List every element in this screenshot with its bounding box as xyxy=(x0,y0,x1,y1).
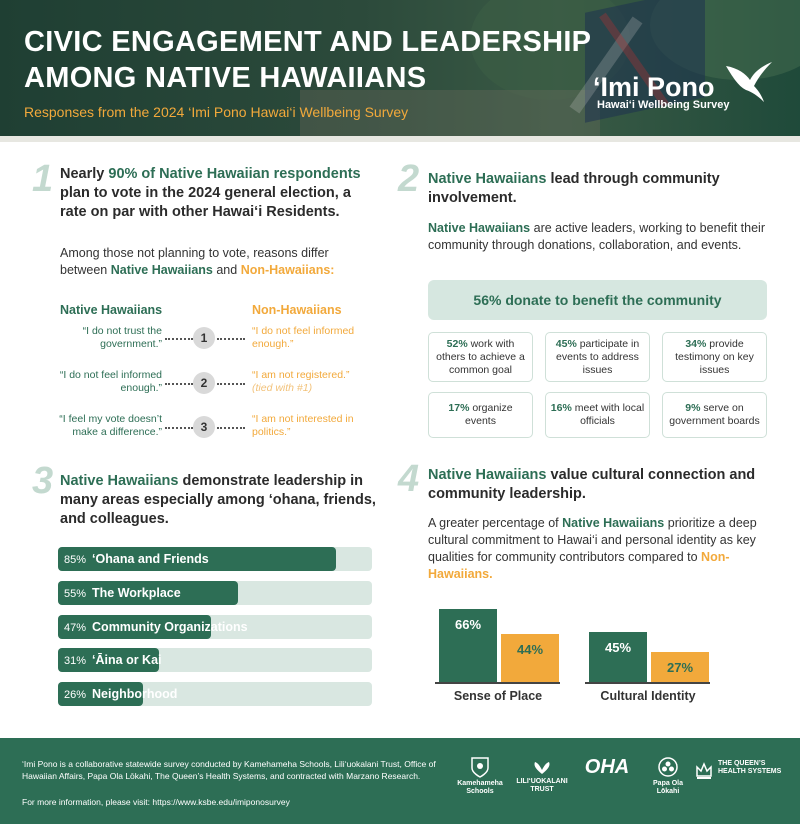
donate-banner: 56% donate to benefit the community xyxy=(428,280,767,320)
oha-logo: OHA xyxy=(584,756,630,778)
reason-non-hawaiian: “I am not interested in politics.” xyxy=(252,413,354,438)
stat-card: 9% serve on government boards xyxy=(662,392,767,438)
bird-logo-icon xyxy=(724,60,774,104)
column-header-native: Native Hawaiians xyxy=(60,303,163,317)
reason-native: “I feel my vote doesn’t make a difference.” xyxy=(59,413,162,438)
rank-badge: 2 xyxy=(193,372,215,394)
header-banner xyxy=(0,0,800,142)
section2-heading: Native Hawaiians lead through community involvement. xyxy=(428,171,720,206)
footer xyxy=(0,738,800,824)
footer-description: ‘Imi Pono is a collaborative statewide survey conducted by Kamehameha Schools, Lili‘uokalani Trust, Office of Hawaiian Affairs, Papa Ola Lōkahi, The Queen’s Health Systems, and contracted with Marzano Research. xyxy=(22,759,436,781)
section2-intro: Native Hawaiians are active leaders, working to benefit their community through donations, collaboration, and events. xyxy=(428,221,765,252)
section4-intro: A greater percentage of Native Hawaiians prioritize a deep cultural commitment to Hawai‘i and personal identity as key qualities for community contributors compared to Non-Hawaiians. xyxy=(428,516,757,581)
crown-icon xyxy=(694,760,714,782)
reason-non-hawaiian: “I do not feel informed enough.” xyxy=(252,325,355,350)
section1-intro: Among those not planning to vote, reasons differ between Native Hawaiians and Non-Hawaiians: xyxy=(60,246,335,277)
leadership-bar: 55% The Workplace xyxy=(58,581,372,605)
brand-name: ‘Imi Pono xyxy=(593,72,715,102)
leadership-bar: 31% ‘Āina or Kai xyxy=(58,648,372,672)
page-subtitle: Responses from the 2024 ‘Imi Pono Hawai‘i Wellbeing Survey xyxy=(24,104,409,120)
bar-non-hawaiian-sense-of-place: 44% xyxy=(501,634,559,682)
leadership-bar: 85% ‘Ohana and Friends xyxy=(58,547,372,571)
stat-card: 17% organize events xyxy=(428,392,533,438)
section-number: 3 xyxy=(32,460,54,502)
leadership-bar: 47% Community Organizations xyxy=(58,615,372,639)
section3-heading: Native Hawaiians demonstrate leadership in many areas especially among ‘ohana, friends, and colleagues. xyxy=(60,473,376,527)
stat-card: 34% provide testimony on key issues xyxy=(662,332,767,382)
papa-ola-lokahi-logo: Papa Ola Lōkahi xyxy=(644,756,692,796)
kamehameha-schools-logo: Kamehameha Schools xyxy=(456,756,504,796)
brand-subtitle: Hawai‘i Wellbeing Survey xyxy=(597,99,730,111)
stat-card: 16% meet with local officials xyxy=(545,392,650,438)
flower-icon xyxy=(531,760,553,776)
dotted-connector xyxy=(217,338,245,340)
cultural-values-chart xyxy=(425,600,755,710)
section-number: 4 xyxy=(398,458,420,500)
bar-native-sense-of-place: 66% xyxy=(439,609,497,682)
chart-baseline xyxy=(585,682,710,684)
section-number: 1 xyxy=(32,158,54,200)
shield-icon xyxy=(470,756,490,778)
section1-heading: Nearly 90% of Native Hawaiian respondents plan to vote in the 2024 general election, a rate on par with other Hawai‘i Residents. xyxy=(60,166,361,220)
footer-info: For more information, please visit: https://www.ksbe.edu/imiponosurvey xyxy=(22,797,290,807)
column-header-non-hawaiian: Non-Hawaiians xyxy=(252,303,342,317)
circle-emblem-icon xyxy=(657,756,679,778)
dotted-connector xyxy=(165,383,193,385)
chart-baseline xyxy=(435,682,560,684)
section-number: 2 xyxy=(398,158,420,200)
bar-non-hawaiian-cultural-identity: 27% xyxy=(651,652,709,682)
liliuokalani-trust-logo: LILI‘UOKALANI TRUST xyxy=(516,760,568,794)
reason-native: “I do not trust the government.” xyxy=(82,325,162,350)
dotted-connector xyxy=(217,383,245,385)
survey-link[interactable]: https://www.ksbe.edu/imiponosurvey xyxy=(152,797,290,807)
bar-native-cultural-identity: 45% xyxy=(589,632,647,682)
dotted-connector xyxy=(165,338,193,340)
page-title: CIVIC ENGAGEMENT AND LEADERSHIP AMONG NATIVE HAWAIIANS xyxy=(24,26,592,94)
queens-health-systems-logo: THE QUEEN’S HEALTH SYSTEMS xyxy=(694,760,786,776)
category-label: Cultural Identity xyxy=(600,689,696,703)
dotted-connector xyxy=(165,427,193,429)
stat-card: 52% work with others to achieve a common goal xyxy=(428,332,533,382)
section4-heading: Native Hawaiians value cultural connection and community leadership. xyxy=(428,467,756,502)
rank-badge: 3 xyxy=(193,416,215,438)
category-label: Sense of Place xyxy=(453,689,543,703)
leadership-bar: 26% Neighborhood xyxy=(58,682,372,706)
reason-native: “I do not feel informed enough.” xyxy=(59,369,162,394)
stat-card: 45% participate in events to address issues xyxy=(545,332,650,382)
tie-note: (tied with #1) xyxy=(252,382,313,394)
header-divider xyxy=(0,136,800,142)
dotted-connector xyxy=(217,427,245,429)
reason-non-hawaiian: “I am not registered.” (tied with #1) xyxy=(252,369,350,394)
rank-badge: 1 xyxy=(193,327,215,349)
